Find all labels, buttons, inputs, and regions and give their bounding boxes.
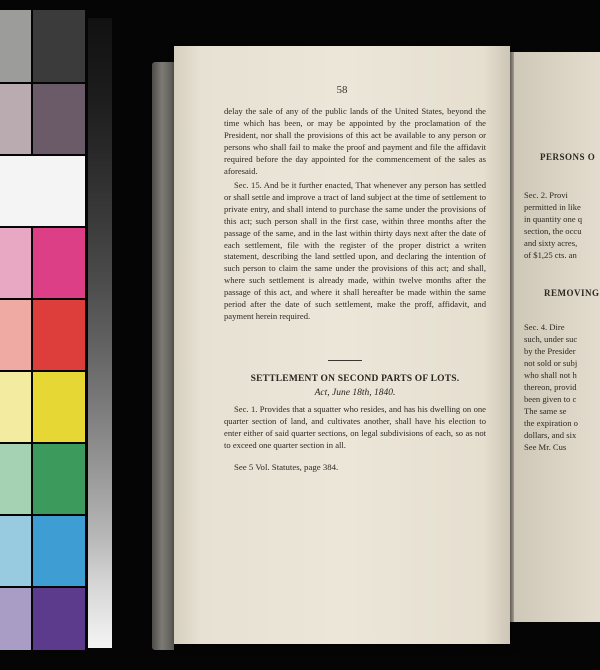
right-line: by the Presider <box>524 346 576 356</box>
swatch-yellow <box>33 372 85 442</box>
section-divider <box>328 360 362 361</box>
right-line: Sec. 2. Provi <box>524 190 568 200</box>
swatch-green <box>33 444 85 514</box>
section-heading: SETTLEMENT ON SECOND PARTS OF LOTS. <box>250 374 460 384</box>
left-page <box>174 46 510 644</box>
right-line: permitted in like <box>524 202 581 212</box>
swatch-gray-light <box>0 10 31 82</box>
grayscale-strip <box>88 18 112 648</box>
book-spine <box>152 62 174 650</box>
right-line: Sec. 4. Dire <box>524 322 565 332</box>
right-line: section, the occu <box>524 226 582 236</box>
swatch-salmon <box>0 300 31 370</box>
right-line: not sold or subj <box>524 358 578 368</box>
right-line: See Mr. Cus <box>524 442 567 452</box>
right-page <box>514 52 600 622</box>
paragraph-continuation: delay the sale of any of the public lands of the United States, beyond the time which has been, or may be appointed by the proclamation of the President, nor shall the provisions of this act be available to any person or persons who shall fail to make the proof and payment and file the affidavit required before the day appointed for the commencement of the sales as aforesaid. <box>224 106 486 176</box>
swatch-mauve-light <box>0 84 31 154</box>
right-line: been given to c <box>524 394 577 404</box>
page-number: 58 <box>336 84 348 96</box>
right-line: dollars, and six <box>524 430 577 440</box>
act-date: Act, June 18th, 1840. <box>314 388 396 398</box>
swatch-violet-light <box>0 588 31 650</box>
right-heading-persons: PERSONS O <box>540 152 596 162</box>
right-line: the expiration o <box>524 418 578 428</box>
right-heading-removing: REMOVING <box>544 288 600 298</box>
swatch-yellow-light <box>0 372 31 442</box>
swatch-magenta <box>33 228 85 298</box>
statute-reference: See 5 Vol. Statutes, page 384. <box>234 462 339 472</box>
right-line: The same se <box>524 406 567 416</box>
swatch-pink-light <box>0 228 31 298</box>
swatch-white <box>0 156 85 226</box>
swatch-red <box>33 300 85 370</box>
right-line: and sixty acres, <box>524 238 578 248</box>
swatch-green-light <box>0 444 31 514</box>
right-line: in quantity one q <box>524 214 582 224</box>
swatch-blue <box>33 516 85 586</box>
swatch-blue-light <box>0 516 31 586</box>
right-line: who shall not h <box>524 370 577 380</box>
swatch-violet <box>33 588 85 650</box>
paragraph-section-15: Sec. 15. And be it further enacted, That whenever any person has settled or shall settle and improve a tract of land subject at the time of settlement to private entry, and shall intend to purchase the same under the provisions of this act; such person shall in the first case, within three months after the passage of the same, and in the last within thirty days next after the date of each settlement, file with the register of the proper district a writen statement, describing the land settled upon, and declaring the intention of such person to claim the same under the provisions of this act; and shall, where such settlement is already made, within twelve months after the passage of this act, and where it shall hereafter be made within the same period after the date of such settlement, make the proff, affidavit, and payment herein required. <box>224 180 486 321</box>
right-line: such, under suc <box>524 334 578 344</box>
swatch-gray-dark <box>33 10 85 82</box>
right-line: of $1,25 cts. an <box>524 250 577 260</box>
swatch-mauve-dark <box>33 84 85 154</box>
right-line: thereon, provid <box>524 382 577 392</box>
paragraph-section-1: Sec. 1. Provides that a squatter who resides, and has his dwelling on one quarter section of land, and cultivates another, shall have his election to enter either of said quarter sections, on legal subdivisions of each, so as not to exceed one quarter section in all. <box>224 404 486 450</box>
